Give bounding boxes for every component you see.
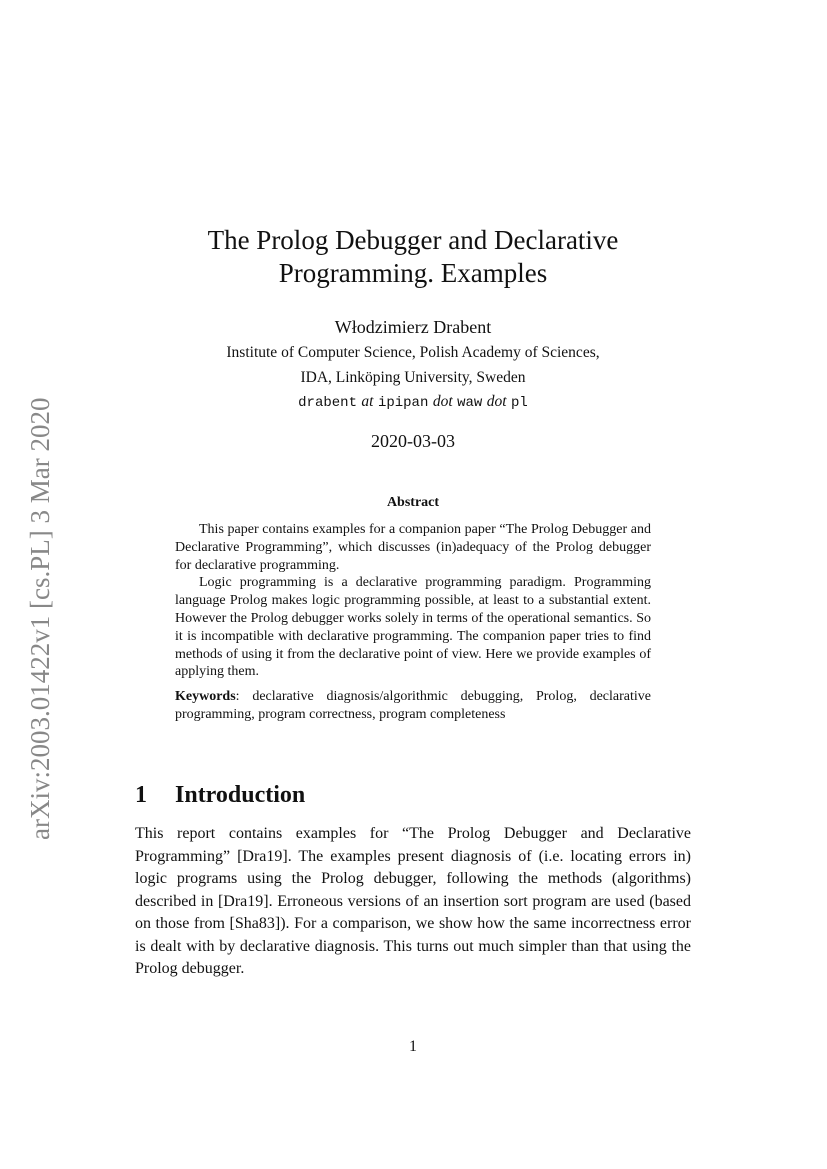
arxiv-sidebar — [22, 370, 58, 840]
abstract-paragraph-1: This paper contains examples for a companion paper “The Prolog Debugger and Declarative Programming”, which discusses (in)adequacy of the Prolog debugger for declarative programming. — [175, 522, 651, 573]
section-title: Introduction — [175, 782, 306, 808]
email-dot-2: dot — [486, 393, 507, 410]
author-email — [135, 392, 691, 413]
abstract-paragraph-2: Logic programming is a declarative programming paradigm. Programming language Prolog makes logic programming possible, at least to a substantial extent. However the Prolog debugger works solely in terms of the operational semantics. So it is incompatible with declarative programming. The companion paper tries to find methods of using it from the declarative point of view. Here we provide examples of applying them. — [175, 575, 651, 680]
affiliation-line-2: IDA, Linköping University, Sweden — [300, 369, 526, 386]
email-at: at — [361, 393, 374, 410]
email-dot-1: dot — [432, 393, 453, 410]
author-name: Włodzimierz Drabent — [334, 317, 492, 337]
title-line-1: The Prolog Debugger and Declarative — [207, 225, 619, 255]
paper-date: 2020-03-03 — [371, 431, 455, 451]
abstract-body — [175, 521, 651, 724]
paper-title — [135, 224, 691, 290]
abstract-heading: Abstract — [386, 495, 440, 510]
section-number: 1 — [135, 782, 147, 808]
page-number: 1 — [409, 1038, 417, 1055]
email-domain-1: ipipan — [377, 395, 429, 411]
section-heading — [135, 780, 691, 810]
email-domain-2: waw — [457, 395, 483, 411]
keywords-label: Keywords — [175, 689, 236, 705]
introduction-paragraph: This report contains examples for “The Prolog Debugger and Declarative Programming” [Dra19]. The examples present diagnosis of (i.e. locating errors in) logic programs using the Prolog debugger, following the methods (algorithms) described in [Dra19]. Erroneous versions of an insertion sort program are used (based on those from [Sha83]). For a comparison, we show how the same incorrectness error is dealt with by declarative diagnosis. This turns out much simpler than that using the Prolog debugger. — [135, 825, 691, 977]
email-user: drabent — [298, 395, 357, 411]
email-tld: pl — [511, 395, 528, 411]
title-line-2: Programming. Examples — [278, 258, 548, 288]
keywords-text: : declarative diagnosis/algorithmic debugging, Prolog, declarative programming, program correctness, program completeness — [175, 689, 651, 722]
arxiv-identifier: arXiv:2003.01422v1 [cs.PL] 3 Mar 2020 — [25, 397, 55, 840]
affiliation-line-1: Institute of Computer Science, Polish Academy of Sciences, — [226, 344, 600, 361]
keywords — [175, 688, 651, 724]
